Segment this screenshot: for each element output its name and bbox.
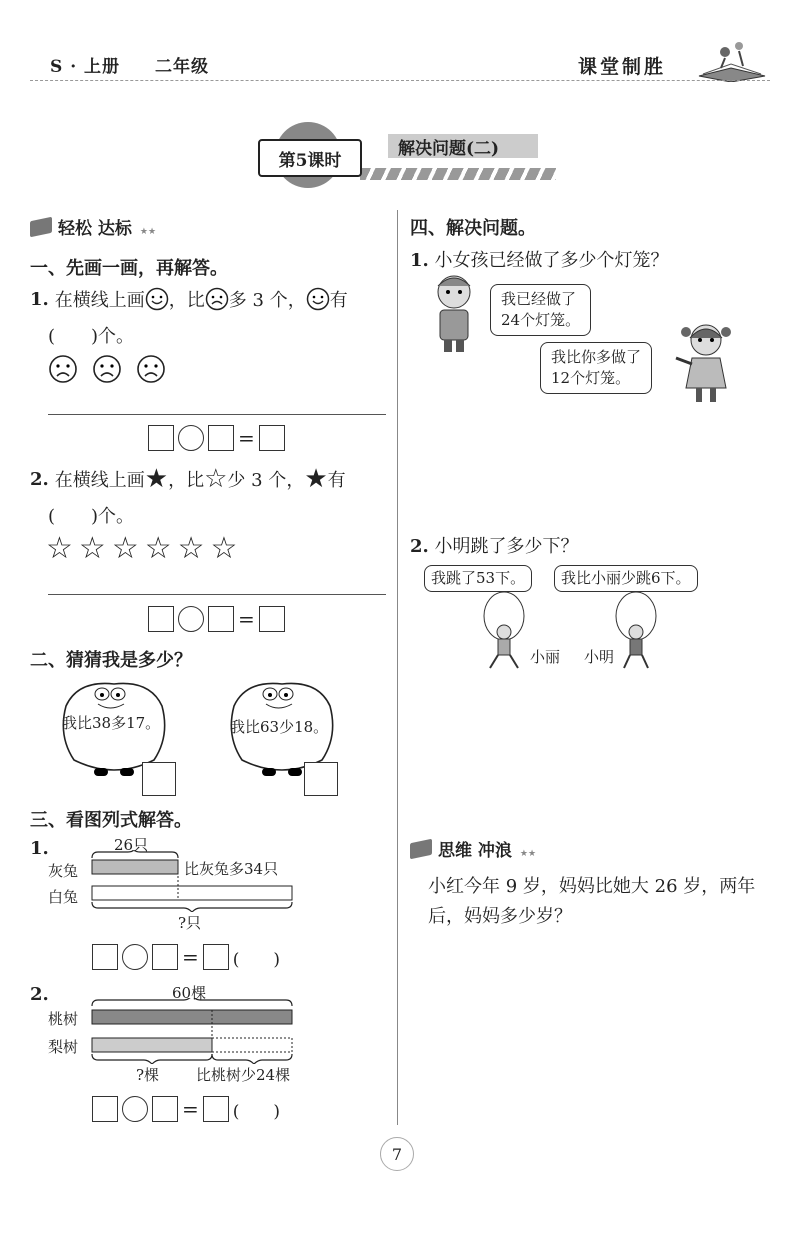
lesson-title: 解决问题(二): [388, 134, 538, 158]
stars-icon: ★★: [519, 848, 537, 859]
section-head-thinking: 思维 冲浪 ★★: [410, 836, 536, 861]
p4-q2: 2. 小明跳了多少下？: [410, 536, 579, 557]
lesson-badge: 第5课时: [258, 139, 362, 177]
p3-q2-left-label: ?棵: [136, 1066, 160, 1084]
answer-box[interactable]: [152, 1096, 178, 1122]
smiley-icon: [306, 287, 330, 311]
guess-bubble-2: 我比63少18。: [230, 718, 329, 736]
equation-blank: = ( ): [92, 944, 280, 970]
header-grade: 二年级: [154, 57, 209, 77]
p3-q1-side-label: 比灰兔多34只: [184, 860, 279, 878]
answer-box[interactable]: [203, 1096, 229, 1122]
jump-bubble-b: 我比小丽少跳6下。: [554, 565, 698, 592]
answer-box[interactable]: [203, 944, 229, 970]
p3-q2-num: 2.: [30, 984, 49, 1005]
book-logo-icon: [695, 38, 769, 86]
p3-q1-row2: 白兔: [48, 888, 79, 906]
outline-star-icon: ☆: [210, 531, 238, 566]
guess-bubble-1: 我比38多17。: [62, 714, 161, 732]
solid-star-icon: ★: [144, 464, 169, 494]
sad-face-icon: [92, 354, 122, 384]
girl-figure-icon: [672, 318, 736, 404]
drawing-line: [48, 594, 386, 595]
jump-bubble-a: 我跳了53下。: [424, 565, 532, 592]
lesson-stripe: [360, 168, 556, 180]
q2-line2: ( )个。: [48, 506, 135, 527]
tree-bar-diagram: [88, 998, 298, 1064]
operator-circle[interactable]: [122, 944, 148, 970]
header-rule: [30, 80, 770, 81]
part4-heading: 四、解决问题。: [410, 218, 536, 239]
boy-figure-icon: [424, 270, 484, 354]
answer-box[interactable]: [259, 425, 285, 451]
q2-line1: 2. 在横线上画 ★ ，比 ☆ 少 3 个， ★ 有: [30, 464, 346, 494]
sad-faces-row: [48, 354, 166, 384]
p4-q1: 1. 小女孩已经做了多少个灯笼？: [410, 250, 669, 271]
book-icon: [410, 838, 432, 859]
header-edition: S · 上册: [50, 57, 121, 77]
girl-speech-bubble: 我比你多做了 12个灯笼。: [540, 342, 652, 394]
outline-star-icon: ☆: [204, 464, 228, 494]
smiley-icon: [145, 287, 169, 311]
outline-star-icon: ☆: [111, 531, 139, 566]
stars-icon: ★★: [139, 226, 157, 237]
sad-face-icon: [205, 287, 229, 311]
p3-q1-top-label: 26只: [114, 836, 149, 854]
name-xiaoming: 小明: [584, 648, 615, 666]
answer-box[interactable]: [148, 425, 174, 451]
p3-q2-row2: 梨树: [48, 1038, 79, 1056]
answer-box[interactable]: [208, 425, 234, 451]
outline-star-icon: ☆: [78, 531, 106, 566]
q1-line1: 1. 在横线上画 ，比 多 3 个， 有: [30, 288, 348, 311]
p3-q1-num: 1.: [30, 838, 49, 859]
stars-row: [46, 532, 237, 566]
header-edition-grade: [50, 52, 217, 77]
part2-heading: 二、猜猜我是多少？: [30, 650, 192, 671]
operator-circle[interactable]: [122, 1096, 148, 1122]
sad-face-icon: [48, 354, 78, 384]
challenge-problem: 小红今年 9 岁，妈妈比她大 26 岁，两年后，妈妈多少岁？: [428, 876, 756, 927]
outline-star-icon: ☆: [46, 531, 73, 566]
header-series: 课堂制胜: [578, 56, 667, 78]
jump-rope-boy-icon: [610, 592, 662, 672]
outline-star-icon: ☆: [144, 531, 172, 566]
answer-box[interactable]: [92, 1096, 118, 1122]
answer-box[interactable]: [259, 606, 285, 632]
answer-box[interactable]: [142, 762, 176, 796]
p3-q2-top-label: 60棵: [172, 984, 207, 1002]
answer-box[interactable]: [152, 944, 178, 970]
p3-q2-row1: 桃树: [48, 1010, 79, 1028]
answer-box[interactable]: [148, 606, 174, 632]
p3-q1-bottom-label: ?只: [178, 914, 202, 932]
operator-circle[interactable]: [178, 606, 204, 632]
equation-blank: =: [148, 425, 285, 451]
boy-speech-bubble: 我已经做了 24个灯笼。: [490, 284, 591, 336]
jump-rope-girl-icon: [478, 592, 530, 672]
part3-heading: 三、看图列式解答。: [30, 810, 192, 831]
outline-star-icon: ☆: [177, 531, 205, 566]
equation-blank: =: [148, 606, 285, 632]
column-divider: [397, 210, 398, 1125]
name-xiaoli: 小丽: [530, 648, 561, 666]
p3-q1-row1: 灰兔: [48, 862, 79, 880]
answer-box[interactable]: [304, 762, 338, 796]
sad-face-icon: [136, 354, 166, 384]
answer-box[interactable]: [208, 606, 234, 632]
equation-blank: = ( ): [92, 1096, 280, 1122]
drawing-line: [48, 414, 386, 415]
section-head-easy: 轻松 达标 ★★: [30, 214, 156, 239]
part1-heading: 一、先画一画，再解答。: [30, 258, 228, 279]
operator-circle[interactable]: [178, 425, 204, 451]
book-icon: [30, 216, 52, 237]
q1-line2: ( )个。: [48, 326, 135, 347]
p3-q2-right-label: 比桃树少24棵: [196, 1066, 291, 1084]
solid-star-icon: ★: [304, 464, 328, 494]
answer-box[interactable]: [92, 944, 118, 970]
page-number: 7: [380, 1137, 414, 1171]
